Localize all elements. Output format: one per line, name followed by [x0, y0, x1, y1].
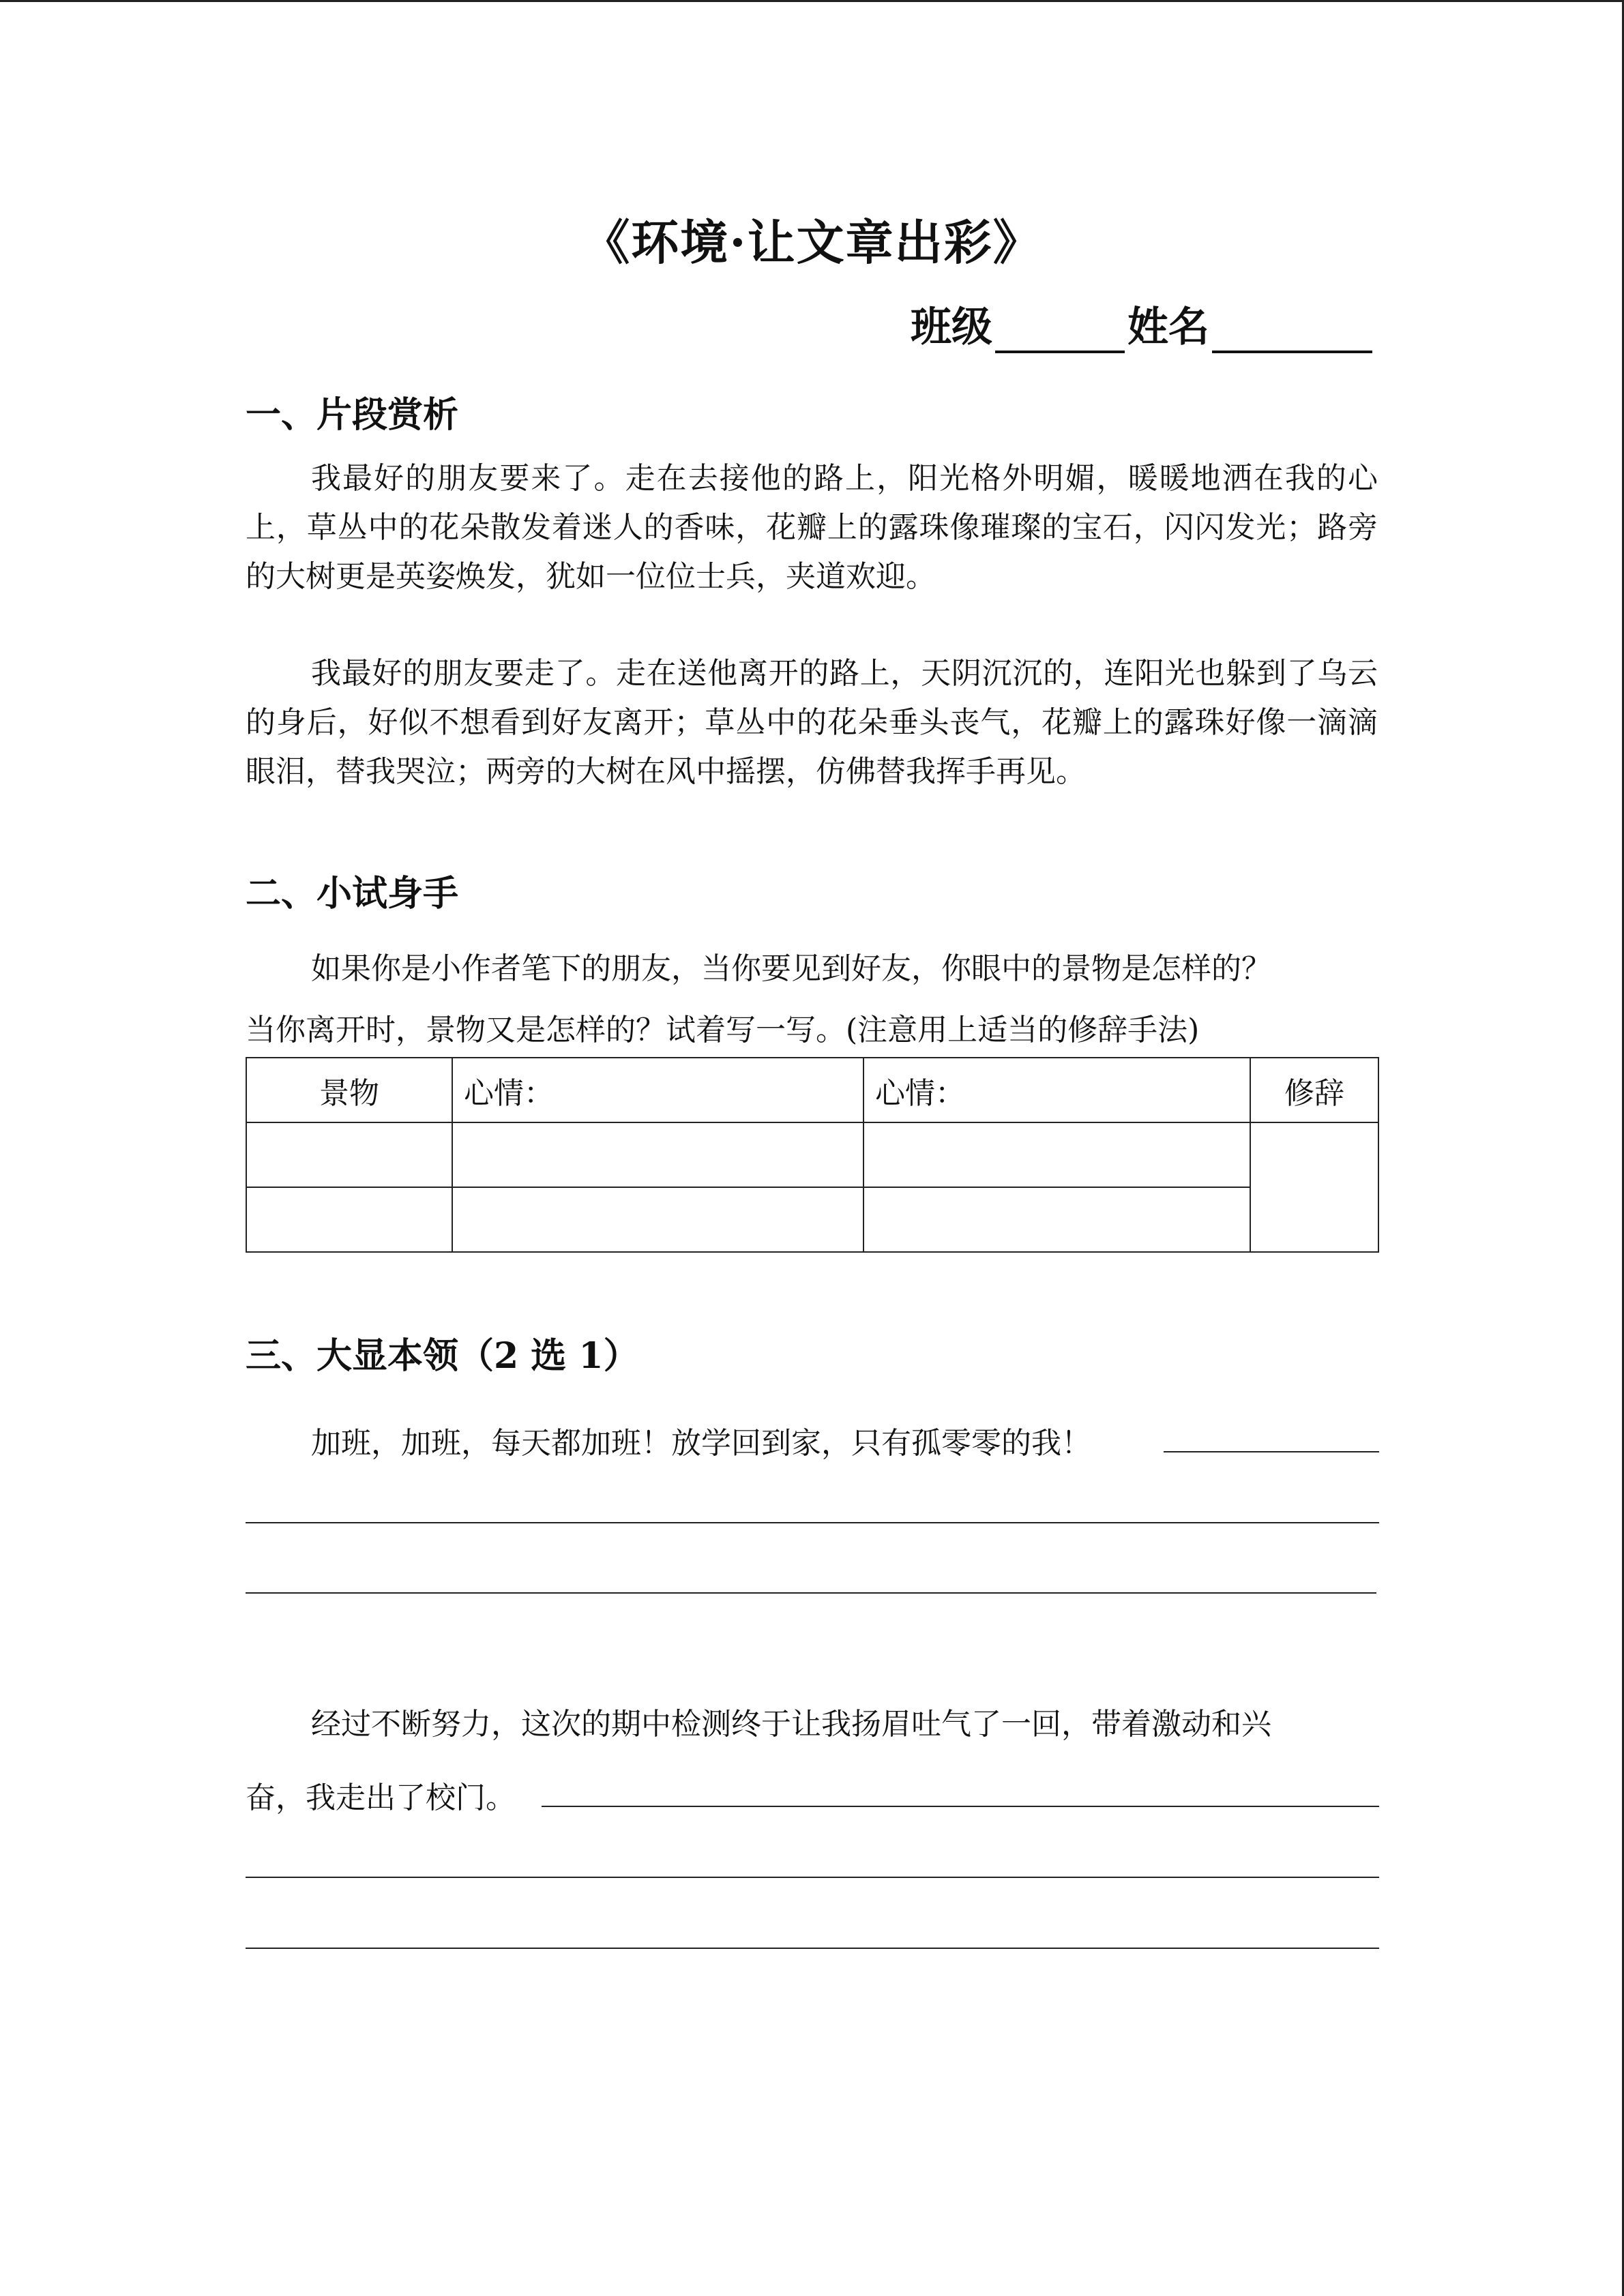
table-header-scenery: 景物 — [246, 1058, 452, 1122]
section3-heading: 三、大显本领（2 选 1） — [246, 1335, 639, 1377]
section1-heading: 一、片段赏析 — [246, 394, 459, 436]
table-cell-scenery[interactable] — [246, 1122, 452, 1187]
section2-prompt-line1: 如果你是小作者笔下的朋友，当你要见到好友，你眼中的景物是怎样的？ — [311, 951, 1271, 986]
answer-line[interactable] — [246, 1522, 1379, 1523]
table-header-row — [246, 1058, 1378, 1122]
table-cell-mood1[interactable] — [452, 1122, 863, 1187]
section3-option1-text: 加班，加班，每天都加班！放学回到家，只有孤零零的我！ — [311, 1426, 1091, 1461]
table-header-mood1: 心情： — [452, 1058, 863, 1122]
class-name-row — [911, 295, 1375, 353]
class-label: 班级 — [911, 303, 992, 351]
section3-option2-line2: 奋，我走出了校门。 — [246, 1780, 516, 1815]
table-cell-mood2[interactable] — [863, 1122, 1250, 1187]
name-blank[interactable] — [1212, 311, 1372, 353]
table-cell-mood1[interactable] — [452, 1187, 863, 1252]
page-border-top — [0, 0, 1624, 2]
table-cell-rhetoric[interactable] — [1250, 1122, 1378, 1252]
class-blank[interactable] — [995, 311, 1125, 353]
table-cell-scenery[interactable] — [246, 1187, 452, 1252]
table-row — [246, 1187, 1378, 1252]
table-header-mood2: 心情： — [863, 1058, 1250, 1122]
answer-line[interactable] — [246, 1877, 1379, 1878]
section3-option2-line1: 经过不断努力，这次的期中检测终于让我扬眉吐气了一回，带着激动和兴 — [311, 1707, 1271, 1742]
table-cell-mood2[interactable] — [863, 1187, 1250, 1252]
section1-paragraph2: 我最好的朋友要走了。走在送他离开的路上，天阴沉沉的，连阳光也躲到了乌云的身后，好似不想看到好友离开；草丛中的花朵垂头丧气，花瓣上的露珠好像一滴滴眼泪，替我哭泣；两旁的大树在风中摇摆，仿佛替我挥手再见。 — [246, 656, 1378, 789]
answer-line[interactable] — [246, 1948, 1379, 1949]
worksheet-title: 《环境·让文章出彩》 — [582, 214, 1042, 271]
section2-prompt-line2: 当你离开时，景物又是怎样的？试着写一写。(注意用上适当的修辞手法) — [246, 1013, 1200, 1047]
section2-heading: 二、小试身手 — [246, 873, 459, 914]
table-header-rhetoric: 修辞 — [1250, 1058, 1378, 1122]
rhetoric-table — [246, 1057, 1379, 1253]
table-row — [246, 1122, 1378, 1187]
answer-line[interactable] — [542, 1806, 1379, 1807]
name-label: 姓名 — [1127, 303, 1209, 351]
section1-paragraph1: 我最好的朋友要来了。走在去接他的路上，阳光格外明媚，暖暖地洒在我的心上，草丛中的花朵散发着迷人的香味，花瓣上的露珠像璀璨的宝石，闪闪发光；路旁的大树更是英姿焕发，犹如一位位士兵，夹道欢迎。 — [246, 461, 1378, 594]
answer-line[interactable] — [246, 1592, 1376, 1594]
answer-line[interactable] — [1164, 1451, 1379, 1452]
